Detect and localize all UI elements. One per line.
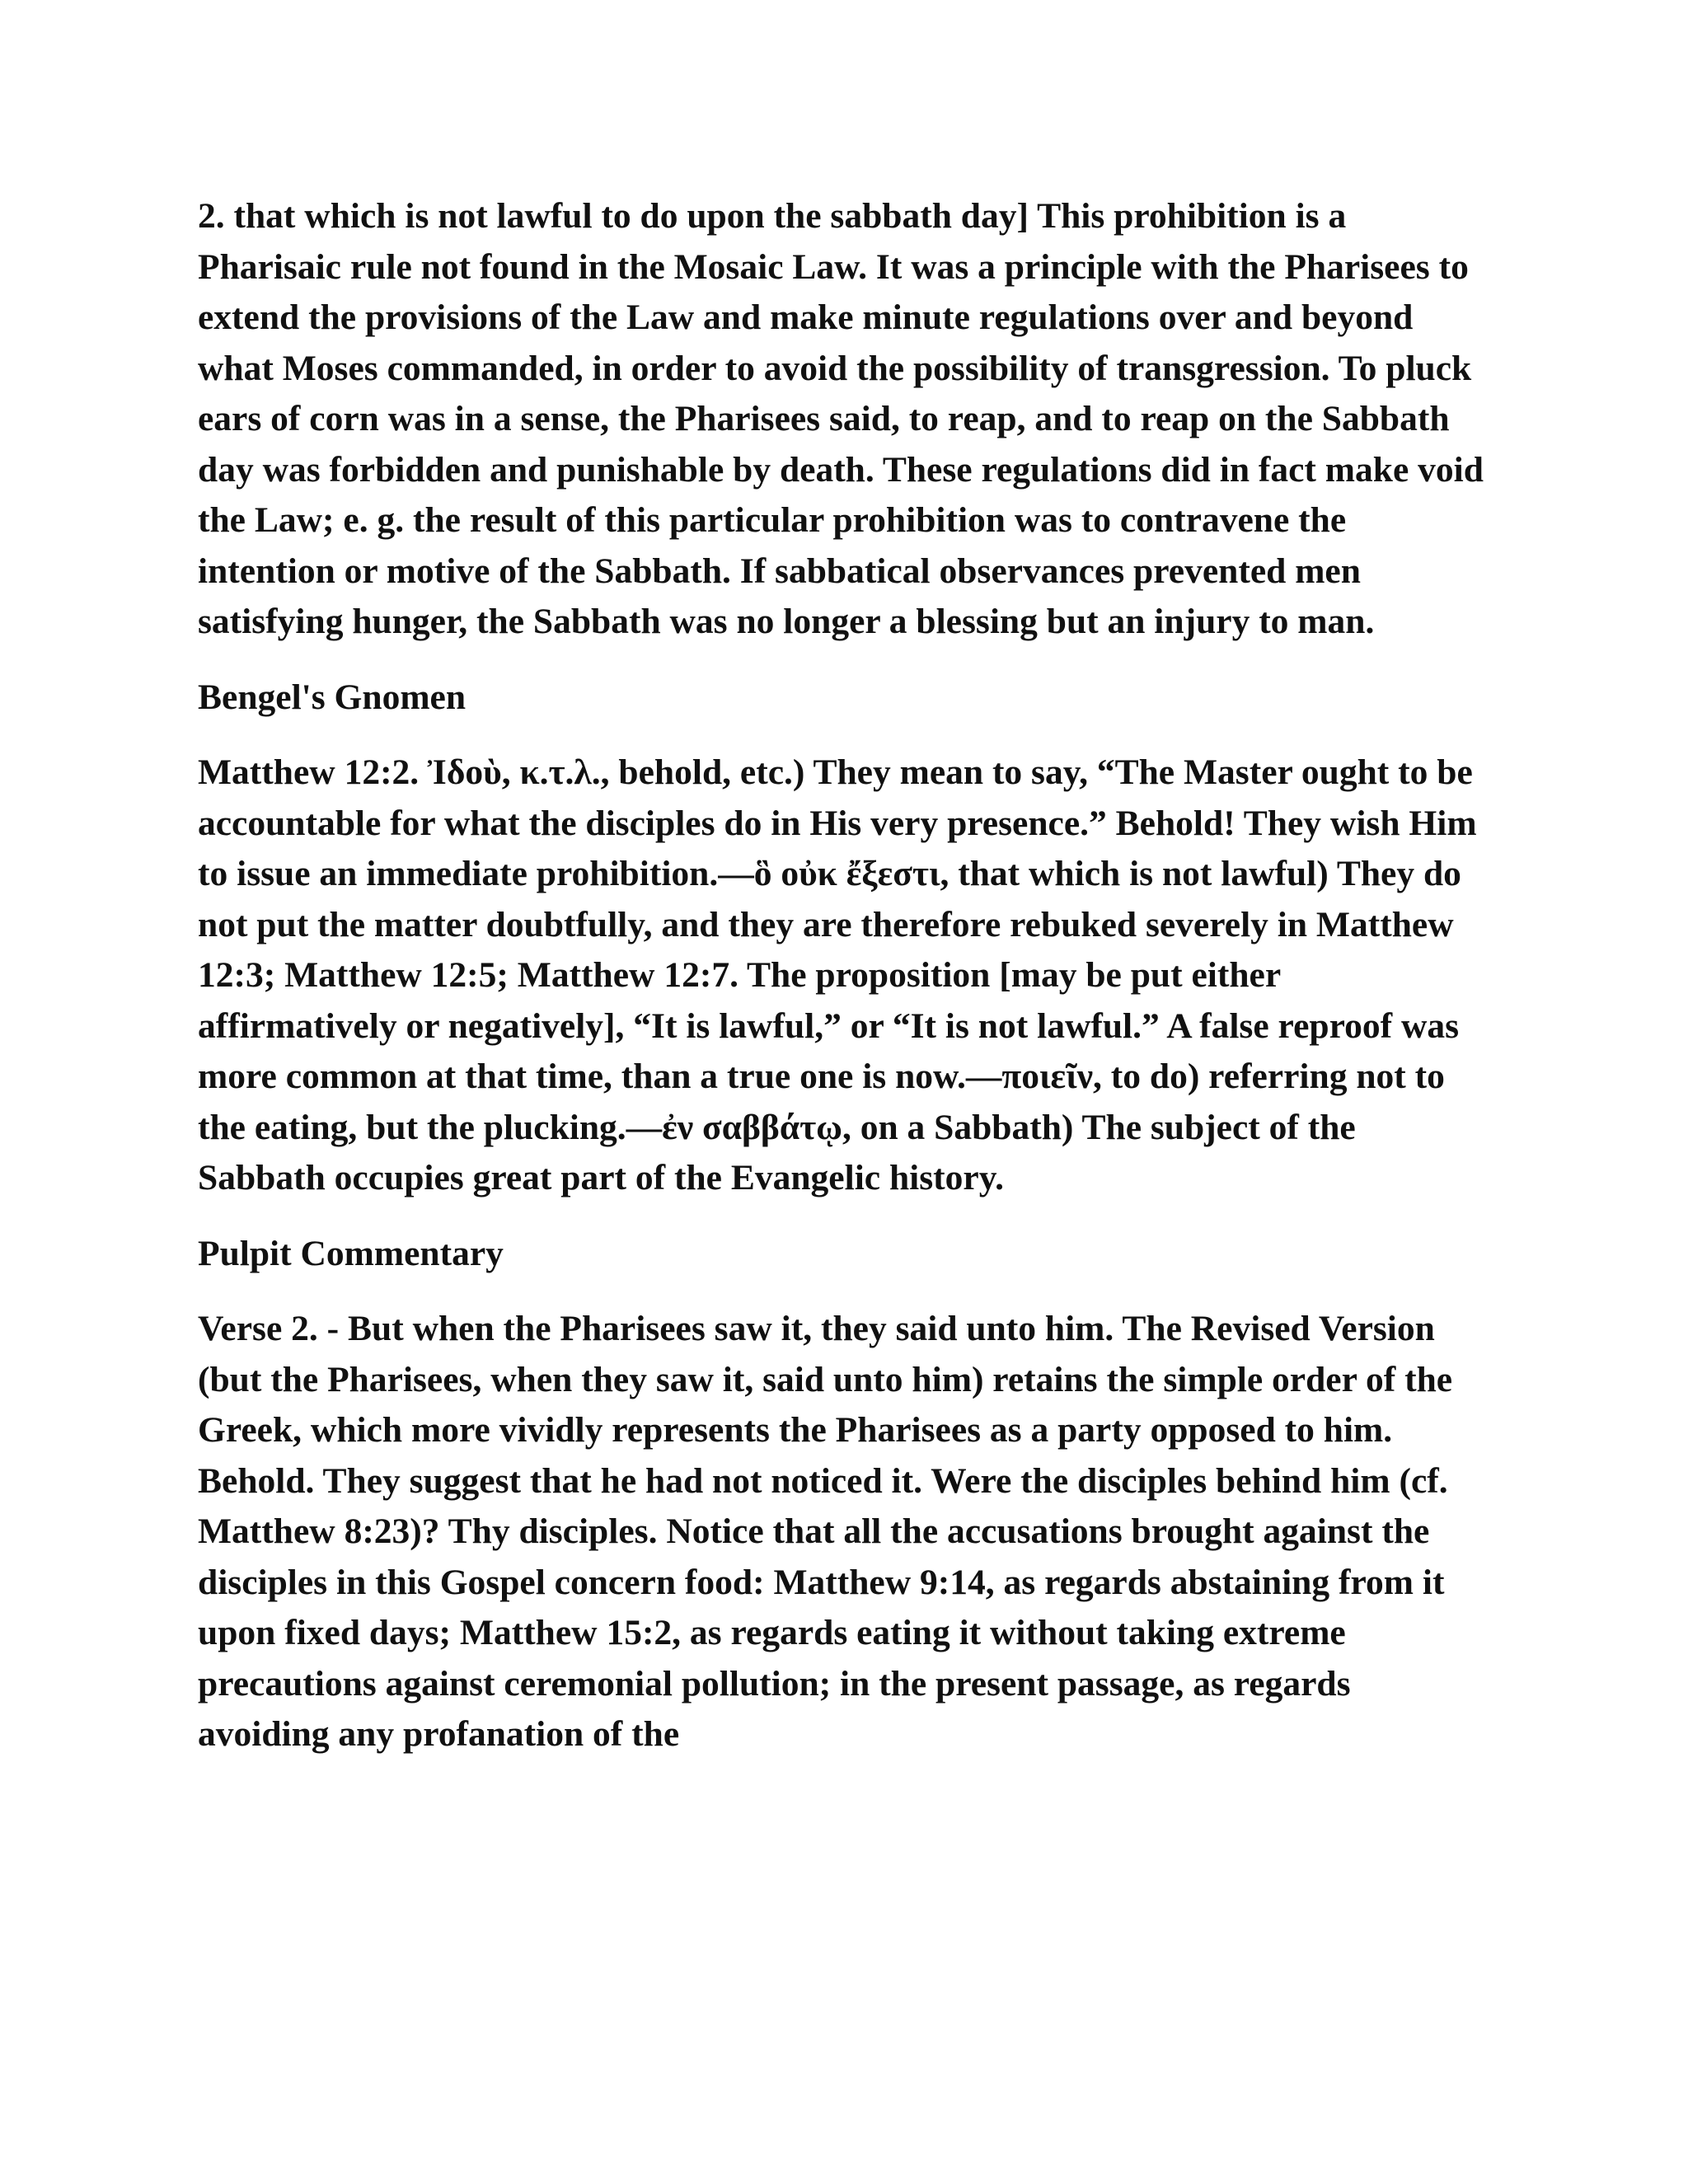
paragraph-pulpit-note: Verse 2. - But when the Pharisees saw it, they said unto him. The Revised Version (but the Pharisees, when they saw it, said unto him) retains the simple order of the Greek, which more vividly represents the Pharisees as a party opposed to him. Behold. They suggest that he had not noticed it. Were the disciples behind him (cf. Matthew 8:23)? Thy disciples. Notice that all the accusations brought against the disciples in this Gospel concern food: Matthew 9:14, as regards abstaining from it upon fixed days; Matthew 15:2, as regards eating it without taking extreme precautions against ceremonial pollution; in the present passage, as regards avoiding any profanation of the [198,1309,1453,1754]
heading-pulpit-commentary: Pulpit Commentary [198,1233,504,1273]
paragraph-cambridge-note: 2. that which is not lawful to do upon the sabbath day] This prohibition is a Pharisaic rule not found in the Mosaic Law. It was a principle with the Pharisees to extend the provisions of the Law and make minute regulations over and beyond what Moses commanded, in order to avoid the possibility of transgression. To pluck ears of corn was in a sense, the Pharisees said, to reap, and to reap on the Sabbath day was forbidden and punishable by death. These regulations did in fact make void the Law; e. g. the result of this particular prohibition was to contravene the intention or motive of the Sabbath. If sabbatical observances prevented men satisfying hunger, the Sabbath was no longer a blessing but an injury to man. [198,196,1484,641]
paragraph-bengel-note: Matthew 12:2. Ἰδοὺ, κ.τ.λ., behold, etc.) They mean to say, “The Master ought to be accountable for what the disciples do in His very presence.” Behold! They wish Him to issue an immediate prohibition.—ὃ οὐκ ἔξεστι, that which is not lawful) They do not put the matter doubtfully, and they are therefore rebuked severely in Matthew 12:3; Matthew 12:5; Matthew 12:7. The proposition [may be put either affirmatively or negatively], “It is lawful,” or “It is not lawful.” A false reproof was more common at that time, than a true one is now.—ποιεῖν, to do) referring not to the eating, but the plucking.—ἐν σαββάτῳ, on a Sabbath) The subject of the Sabbath occupies great part of the Evangelic history. [198,752,1477,1197]
document-page [198,191,1484,1785]
heading-bengels-gnomen: Bengel's Gnomen [198,677,467,717]
